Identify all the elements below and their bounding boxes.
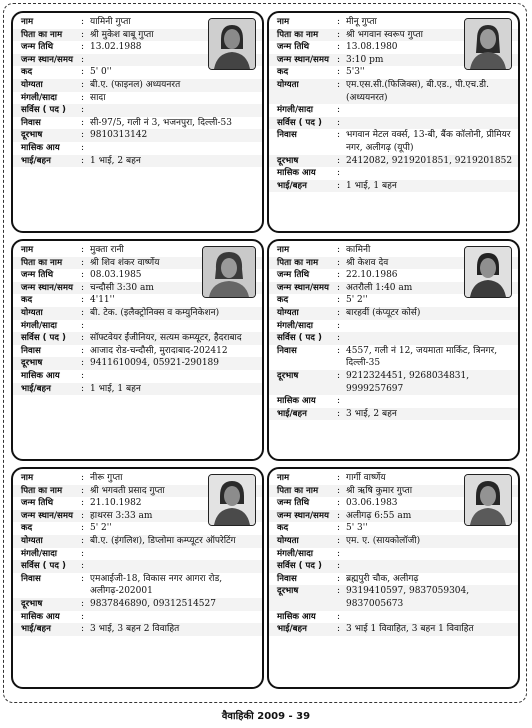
field-label: दूरभाष [21, 598, 43, 609]
field-label: मंगली/सादा [277, 320, 313, 331]
field-colon: : [81, 29, 85, 40]
field-row [13, 370, 262, 383]
field-colon: : [81, 535, 85, 546]
field-value: 13.08.1980 [346, 42, 398, 53]
field-label: नाम [21, 17, 34, 27]
field-colon: : [81, 257, 85, 268]
field-colon: : [337, 473, 341, 483]
field-colon: : [337, 295, 341, 306]
field-row [269, 573, 518, 586]
field-label: जन्म तिथि [21, 270, 54, 281]
field-colon: : [337, 105, 341, 116]
field-label: सर्विस ( पद ) [21, 561, 66, 572]
field-value: श्री केशव देव [346, 257, 389, 268]
field-value: नीरू गुप्ता [90, 473, 123, 483]
field-colon: : [337, 573, 341, 584]
field-value: सादा [90, 92, 106, 103]
field-value: मीनू गुप्ता [346, 17, 377, 27]
field-row [13, 155, 262, 168]
field-value: 5' 3'' [346, 523, 368, 534]
field-row [269, 560, 518, 573]
field-colon: : [337, 17, 341, 27]
field-value: बारहवीं (कंप्यूटर कोर्स) [346, 307, 421, 318]
field-label: दूरभाष [21, 358, 43, 369]
field-label: कद [277, 523, 289, 534]
field-colon: : [81, 598, 85, 609]
field-row [269, 548, 518, 561]
field-label: नाम [277, 245, 290, 255]
field-row [269, 623, 518, 636]
field-colon: : [81, 130, 85, 141]
field-label: पिता का नाम [277, 257, 319, 268]
field-colon: : [81, 307, 85, 318]
field-row [269, 307, 518, 320]
field-label: निवास [21, 117, 41, 128]
profile-card [267, 239, 520, 461]
field-row [269, 180, 518, 193]
field-label: कद [21, 295, 33, 306]
field-label: दूरभाष [277, 155, 299, 166]
field-colon: : [337, 548, 341, 559]
field-colon: : [337, 282, 341, 293]
field-colon: : [337, 307, 341, 318]
field-value: 3:10 pm [346, 54, 384, 65]
field-label: मंगली/सादा [21, 548, 57, 559]
field-label: जन्म तिथि [277, 270, 310, 281]
field-value: बी. टेक. (इलैक्ट्रोनिक्स व कम्युनिकेशन) [90, 307, 220, 318]
field-colon: : [337, 180, 341, 191]
field-row [13, 142, 262, 155]
field-colon: : [81, 333, 85, 344]
person-photo-icon [464, 246, 512, 298]
field-colon: : [81, 282, 85, 293]
field-label: जन्म स्थान/समय [21, 54, 73, 65]
field-label: मंगली/सादा [277, 548, 313, 559]
field-row [269, 117, 518, 130]
field-value: 2412082, 9219201851, 9219201852 [346, 155, 513, 166]
field-row [13, 548, 262, 561]
field-colon: : [81, 105, 85, 116]
field-value: गार्गी वार्ष्णेय [346, 473, 386, 483]
field-row [13, 383, 262, 396]
field-label: योग्यता [21, 307, 43, 318]
field-value: 08.03.1985 [90, 270, 142, 281]
field-value: 9212324451, 9268034831, 9999257697 [346, 370, 470, 394]
field-row [13, 345, 262, 358]
field-value: श्री ऋषि कुमार गुप्ता [346, 485, 413, 496]
field-value: कामिनी [346, 245, 371, 255]
person-photo-icon [464, 18, 512, 70]
field-label: कद [21, 67, 33, 78]
field-value: 21.10.1982 [90, 498, 142, 509]
field-row [269, 104, 518, 117]
field-colon: : [337, 29, 341, 40]
field-label: नाम [277, 473, 290, 483]
field-label: सर्विस ( पद ) [277, 333, 322, 344]
field-value: अलीगढ़ 6:55 am [346, 510, 412, 521]
field-value: यामिनी गुप्ता [90, 17, 131, 27]
field-label: मंगली/सादा [277, 105, 313, 116]
field-colon: : [337, 370, 341, 381]
field-label: भाई/बहन [277, 180, 307, 191]
field-colon: : [337, 79, 341, 90]
field-colon: : [337, 510, 341, 521]
field-label: योग्यता [277, 535, 299, 546]
person-photo-icon [208, 474, 256, 526]
field-value: 9837846890, 09312514527 [90, 598, 216, 609]
field-label: जन्म स्थान/समय [21, 510, 73, 521]
field-colon: : [81, 42, 85, 53]
field-row [13, 573, 262, 598]
field-colon: : [81, 510, 85, 521]
field-label: पिता का नाम [277, 485, 319, 496]
field-value: मुक्ता रानी [90, 245, 124, 255]
field-row [269, 370, 518, 395]
field-row [13, 307, 262, 320]
field-label: सर्विस ( पद ) [21, 333, 66, 344]
field-value: 9319410597, 9837059304, 9837005673 [346, 586, 470, 609]
field-colon: : [81, 498, 85, 509]
field-colon: : [337, 396, 341, 407]
field-colon: : [337, 168, 341, 179]
field-row [13, 92, 262, 105]
field-row [269, 155, 518, 168]
field-colon: : [337, 345, 341, 356]
field-colon: : [81, 245, 85, 255]
field-row [13, 623, 262, 636]
field-value: 1 भाई, 1 बहन [346, 180, 397, 191]
field-label: दूरभाष [277, 370, 299, 381]
field-colon: : [81, 345, 85, 356]
field-colon: : [337, 320, 341, 331]
field-colon: : [337, 257, 341, 268]
field-value: सी-97/5, गली नं 3, भजनपुरा, दिल्ली-53 [90, 117, 232, 128]
field-row [13, 598, 262, 611]
field-label: निवास [21, 573, 41, 584]
person-photo-icon [464, 474, 512, 526]
field-row [269, 611, 518, 624]
field-row [13, 357, 262, 370]
profile-card [11, 11, 264, 233]
field-value: श्री भगवान स्वरूप गुप्ता [346, 29, 423, 40]
field-label: निवास [277, 573, 297, 584]
field-value: 5' 0'' [90, 67, 112, 78]
field-row [269, 79, 518, 104]
field-label: पिता का नाम [21, 485, 63, 496]
field-label: मंगली/सादा [21, 92, 57, 103]
field-row [269, 535, 518, 548]
field-value: 9810313142 [90, 130, 148, 141]
field-value: 13.02.1988 [90, 42, 142, 53]
field-label: योग्यता [21, 79, 43, 90]
field-row [269, 345, 518, 370]
field-colon: : [81, 624, 85, 635]
field-value: 4'11'' [90, 295, 115, 306]
field-value: श्री भगवती प्रसाद गुप्ता [90, 485, 165, 496]
field-value: 9411610094, 05921-290189 [90, 358, 220, 369]
field-label: कद [277, 67, 289, 78]
field-label: जन्म तिथि [277, 42, 310, 53]
field-colon: : [81, 473, 85, 483]
field-value: आजाद रोड-चन्दौसी, मुरादाबाद-202412 [90, 345, 228, 356]
field-colon: : [337, 155, 341, 166]
field-label: दूरभाष [277, 586, 299, 597]
field-label: मासिक आय [277, 168, 316, 179]
field-colon: : [81, 370, 85, 381]
field-value: 1 भाई, 2 बहन [90, 155, 141, 166]
field-colon: : [81, 67, 85, 78]
field-row [13, 79, 262, 92]
field-value: 4557, गली नं 12, जयमाता मार्किट, त्रिनगर, दिल्ली-35 [346, 345, 498, 369]
field-row [269, 332, 518, 345]
field-label: निवास [21, 345, 41, 356]
person-photo-icon [208, 18, 256, 70]
field-label: भाई/बहन [21, 383, 51, 394]
field-colon: : [81, 142, 85, 153]
field-label: सर्विस ( पद ) [277, 117, 322, 128]
field-row [13, 535, 262, 548]
field-colon: : [337, 67, 341, 78]
field-value: 3 भाई, 2 बहन [346, 408, 397, 419]
field-colon: : [81, 117, 85, 128]
field-label: कद [21, 523, 33, 534]
field-value: 3 भाई 1 विवाहित, 3 बहन 1 विवाहित [346, 624, 474, 635]
field-value: 22.10.1986 [346, 270, 398, 281]
field-colon: : [337, 611, 341, 622]
field-colon: : [81, 573, 85, 584]
field-value: हाथरस 3:33 am [90, 510, 153, 521]
field-label: मासिक आय [21, 370, 60, 381]
field-row [13, 560, 262, 573]
profile-card [267, 467, 520, 689]
field-value: सॉफ्टवेयर ईंजीनियर, सत्यम कम्प्यूटर, हैदराबाद [90, 333, 242, 344]
field-label: योग्यता [277, 307, 299, 318]
field-row [269, 395, 518, 408]
field-label: पिता का नाम [277, 29, 319, 40]
field-colon: : [81, 92, 85, 103]
field-colon: : [81, 54, 85, 65]
field-label: जन्म स्थान/समय [277, 510, 329, 521]
field-label: भाई/बहन [21, 624, 51, 635]
field-colon: : [337, 498, 341, 509]
field-colon: : [81, 295, 85, 306]
field-colon: : [337, 586, 341, 597]
field-colon: : [337, 333, 341, 344]
field-colon: : [81, 358, 85, 369]
field-label: भाई/बहन [277, 408, 307, 419]
field-colon: : [337, 270, 341, 281]
page-footer: वैवाहिकी 2009 - 39 [221, 711, 311, 722]
field-label: मासिक आय [21, 611, 60, 622]
profile-card [11, 239, 264, 461]
field-label: जन्म तिथि [21, 498, 54, 509]
field-label: जन्म स्थान/समय [277, 282, 329, 293]
field-colon: : [337, 561, 341, 572]
field-label: जन्म तिथि [21, 42, 54, 53]
field-row [269, 129, 518, 154]
field-value: 1 भाई, 1 बहन [90, 383, 141, 394]
field-value: एम.एस.सी.(फिजिक्स), बी.एड., पी.एच.डी. (अध्ययनरत) [346, 79, 489, 103]
field-label: पिता का नाम [21, 257, 63, 268]
field-row [13, 129, 262, 142]
field-colon: : [337, 523, 341, 534]
profile-card [11, 467, 264, 689]
field-label: दूरभाष [21, 130, 43, 141]
field-row [13, 104, 262, 117]
field-row [13, 117, 262, 130]
field-value: 3 भाई, 3 बहन 2 विवाहित [90, 624, 180, 635]
field-colon: : [337, 485, 341, 496]
profile-card [267, 11, 520, 233]
field-colon: : [81, 79, 85, 90]
field-label: मासिक आय [277, 611, 316, 622]
field-row [269, 320, 518, 333]
field-label: भाई/बहन [21, 155, 51, 166]
field-value: बी.ए. (इंगलिश), डिप्लोमा कम्प्यूटर ऑपरेटिंग [90, 535, 236, 546]
field-value: भगवान मेटल वर्क्स, 13-बी, बैंक कॉलोनी, प्रीमियर नगर, अलीगढ़ (यूपी) [346, 130, 511, 153]
field-value: अतरौली 1:40 am [346, 282, 413, 293]
person-photo-icon [202, 246, 256, 298]
field-colon: : [81, 523, 85, 534]
field-label: कद [277, 295, 289, 306]
field-label: जन्म तिथि [277, 498, 310, 509]
field-colon: : [337, 245, 341, 255]
field-colon: : [337, 535, 341, 546]
field-value: एमआईजी-18, विकास नगर आगरा रोड, अलीगढ़-202001 [90, 573, 223, 597]
field-colon: : [337, 624, 341, 635]
field-colon: : [81, 383, 85, 394]
field-colon: : [81, 611, 85, 622]
field-value: 5' 2'' [90, 523, 112, 534]
field-label: नाम [21, 245, 34, 255]
field-value: ब्रह्मपुरी चौक, अलीगढ़ [346, 573, 419, 584]
field-value: श्री शिव शंकर वार्ष्णेय [90, 257, 160, 268]
field-label: सर्विस ( पद ) [277, 561, 322, 572]
field-value: चन्दौसी 3:30 am [90, 282, 154, 293]
field-row [13, 611, 262, 624]
field-row [269, 408, 518, 421]
field-label: भाई/बहन [277, 624, 307, 635]
field-value: 5' 2'' [346, 295, 368, 306]
field-colon: : [81, 155, 85, 166]
field-value: 5'3'' [346, 67, 365, 78]
field-colon: : [337, 130, 341, 141]
field-colon: : [81, 17, 85, 27]
field-value: 03.06.1983 [346, 498, 398, 509]
field-row [269, 167, 518, 180]
field-label: नाम [277, 17, 290, 27]
field-label: जन्म स्थान/समय [277, 54, 329, 65]
field-value: एम. ए. (सायकोलॉजी) [346, 535, 421, 546]
field-label: निवास [277, 130, 297, 141]
field-value: श्री मुकेश बाबू गुप्ता [90, 29, 154, 40]
field-label: जन्म स्थान/समय [21, 282, 73, 293]
field-row [13, 332, 262, 345]
field-colon: : [337, 117, 341, 128]
field-colon: : [337, 54, 341, 65]
field-label: मासिक आय [21, 142, 60, 153]
field-label: योग्यता [277, 79, 299, 90]
field-colon: : [337, 408, 341, 419]
field-colon: : [81, 561, 85, 572]
field-row [13, 320, 262, 333]
field-label: योग्यता [21, 535, 43, 546]
field-row [269, 585, 518, 610]
field-colon: : [81, 485, 85, 496]
field-colon: : [81, 270, 85, 281]
field-colon: : [81, 320, 85, 331]
field-label: मासिक आय [277, 396, 316, 407]
field-label: पिता का नाम [21, 29, 63, 40]
field-label: नाम [21, 473, 34, 483]
field-label: निवास [277, 345, 297, 356]
field-colon: : [337, 42, 341, 53]
field-label: मंगली/सादा [21, 320, 57, 331]
field-value: बी.ए. (फाइनल) अध्ययनरत [90, 79, 181, 90]
field-colon: : [81, 548, 85, 559]
field-label: सर्विस ( पद ) [21, 105, 66, 116]
